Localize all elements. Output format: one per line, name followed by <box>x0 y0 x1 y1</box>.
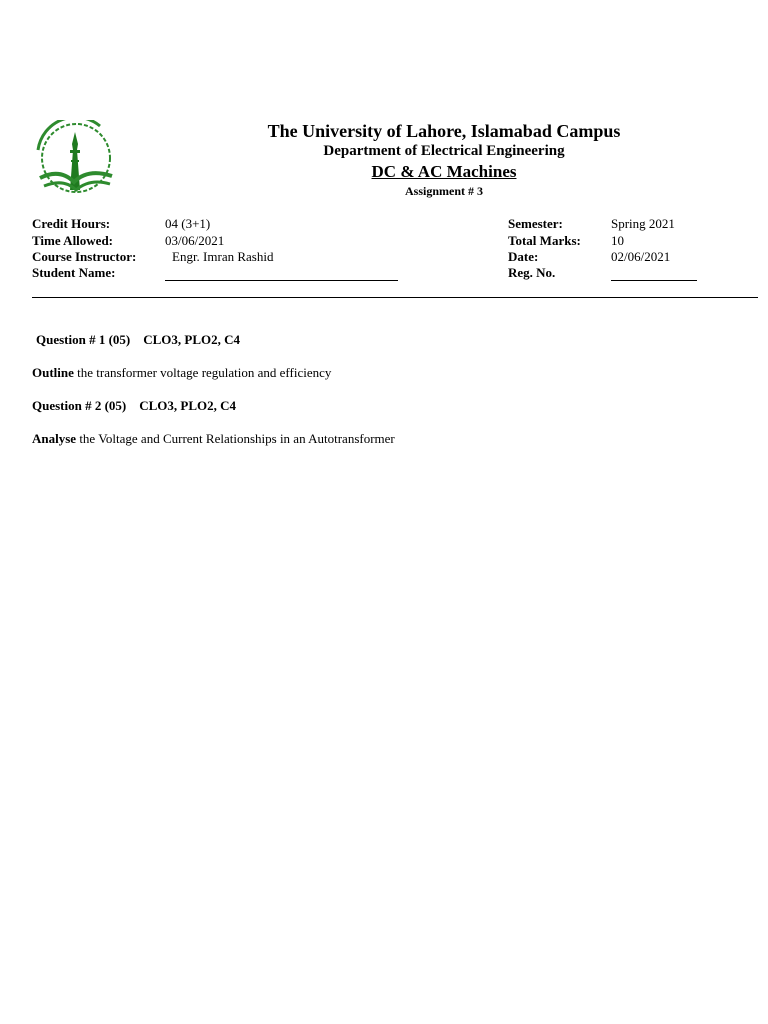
header-divider <box>32 297 758 298</box>
semester-label: Semester: <box>508 216 563 231</box>
date-label: Date: <box>508 249 539 264</box>
department-title: Department of Electrical Engineering <box>323 143 565 159</box>
time-allowed-value: 03/06/2021 <box>165 233 225 248</box>
reg-no-label: Reg. No. <box>508 265 556 280</box>
credit-hours-value: 04 (3+1) <box>165 216 211 231</box>
course-instructor-label: Course Instructor: <box>32 249 137 264</box>
date-value: 02/06/2021 <box>611 249 671 264</box>
assignment-title: Assignment # 3 <box>404 184 483 198</box>
university-title: The University of Lahore, Islamabad Campus <box>267 121 621 141</box>
course-title-text: DC & AC Machines <box>371 162 517 181</box>
question-2-verb: Analyse <box>32 431 77 446</box>
semester-value: Spring 2021 <box>611 216 675 231</box>
question-1-verb: Outline <box>32 365 74 380</box>
reg-no-blank[interactable] <box>611 268 697 281</box>
time-allowed-label: Time Allowed: <box>32 233 114 248</box>
total-marks-value: 10 <box>611 233 624 248</box>
total-marks-label: Total Marks: <box>508 233 581 248</box>
student-name-label: Student Name: <box>32 265 116 280</box>
university-logo <box>30 120 122 196</box>
credit-hours-label: Credit Hours: <box>32 216 111 231</box>
student-name-blank[interactable] <box>165 268 398 281</box>
question-2-heading: Question # 2 (05) CLO3, PLO2, C4 <box>32 398 237 413</box>
course-instructor-value: Engr. Imran Rashid <box>172 249 274 264</box>
course-title <box>120 162 768 182</box>
question-2-body <box>32 431 395 447</box>
question-2-text: the Voltage and Current Relationships in an Autotransformer <box>76 431 395 446</box>
question-1-heading: Question # 1 (05) CLO3, PLO2, C4 <box>36 332 241 347</box>
question-1-body <box>32 365 331 381</box>
question-1-text: the transformer voltage regulation and efficiency <box>73 365 332 380</box>
